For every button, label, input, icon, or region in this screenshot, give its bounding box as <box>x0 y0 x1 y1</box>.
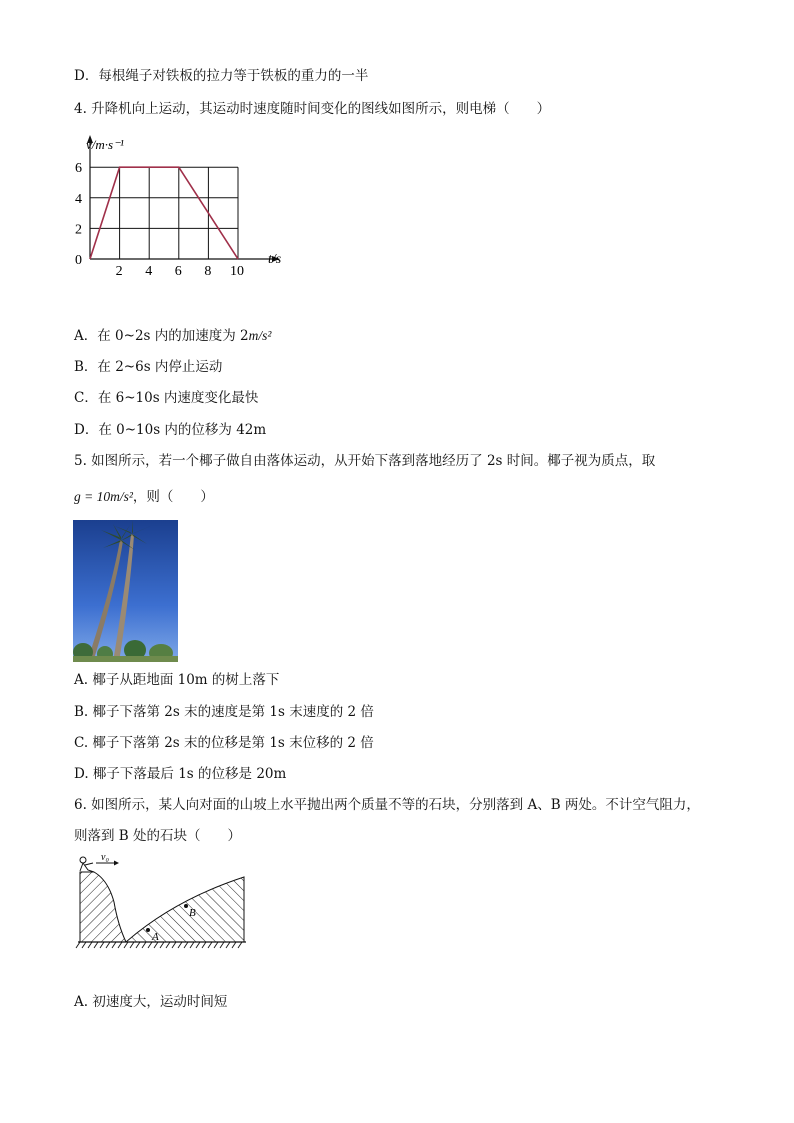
x-tick-label: 8 <box>204 264 212 279</box>
x-tick-label: 10 <box>230 264 244 279</box>
x-tick-label: 2 <box>115 264 123 279</box>
ground-hatch-mark <box>238 942 242 948</box>
palm-tree-photo <box>73 520 178 662</box>
q6-stem: 6. 如图所示，某人向对面的山坡上水平抛出两个质量不等的石块，分别落到 A、B 两处。不计空气阻力， <box>74 797 700 813</box>
ground-hatch-mark <box>214 942 218 948</box>
ground-hatch-mark <box>172 942 176 948</box>
y-tick-label: 2 <box>75 222 82 238</box>
vt-graph <box>70 133 300 283</box>
ground-hatch-mark <box>184 942 188 948</box>
ground-hatch-mark <box>160 942 164 948</box>
ground-hatch-mark <box>178 942 182 948</box>
q4-option-c: C．在 6~10s 内速度变化最快 <box>74 390 259 406</box>
ground-hatch-mark <box>136 942 140 948</box>
q5-option-c: C. 椰子下落第 2s 末的位移是第 1s 末位移的 2 倍 <box>74 735 374 751</box>
ground-hatch-mark <box>76 942 80 948</box>
ground-hatch-mark <box>112 942 116 948</box>
ground-hatch-mark <box>190 942 194 948</box>
x-tick-label: 6 <box>174 264 182 279</box>
ground-hatch-mark <box>106 942 110 948</box>
q4-option-b: B．在 2~6s 内停止运动 <box>74 359 223 375</box>
q5-option-b: B. 椰子下落第 2s 末的速度是第 1s 末速度的 2 倍 <box>74 704 374 720</box>
q5-option-d: D. 椰子下落最后 1s 的位移是 20m <box>74 766 287 782</box>
ground-hatch-mark <box>100 942 104 948</box>
ground-hatch-mark <box>124 942 128 948</box>
q6-option-a: A. 初速度大，运动时间短 <box>74 994 228 1010</box>
y-tick-label: 6 <box>75 161 82 177</box>
gravity-value: g = 10m/s² <box>74 489 133 504</box>
ticks <box>75 161 244 279</box>
ground-hatch-mark <box>130 942 134 948</box>
q6-stem-2: 则落到 B 处的石块（ ） <box>74 828 242 844</box>
ground-hatch-mark <box>118 942 122 948</box>
ground-hatch-mark <box>226 942 230 948</box>
q3-option-d: D．每根绳子对铁板的拉力等于铁板的重力的一半 <box>74 68 369 84</box>
v0-label: v₀ <box>101 852 109 863</box>
x-tick-label: 4 <box>145 264 153 279</box>
x-axis-label: t/s <box>268 252 282 267</box>
grid <box>90 167 238 259</box>
q4-option-a: A．在 0~2s 内的加速度为 2m/s² <box>74 328 272 344</box>
q4-option-d: D．在 0~10s 内的位移为 42m <box>74 422 267 438</box>
x-tick-label: 0 <box>75 253 82 268</box>
ground-hatch-mark <box>232 942 236 948</box>
option-a-unit: m/s² <box>248 328 272 343</box>
ground-hatch-mark <box>196 942 200 948</box>
slope-figure <box>74 850 250 954</box>
q5-option-a: A. 椰子从距地面 10m 的树上落下 <box>74 672 280 688</box>
point-b-label: B <box>189 907 196 919</box>
axes <box>87 135 280 262</box>
ground-hatch-mark <box>208 942 212 948</box>
q5-stem: 5. 如图所示，若一个椰子做自由落体运动，从开始下落到落地经历了 2s 时间。椰子视为质点，取 <box>74 453 656 469</box>
ground-hatch-mark <box>94 942 98 948</box>
y-axis-label: v/m·s⁻¹ <box>86 137 124 152</box>
y-tick-label: 4 <box>75 191 82 207</box>
ground-hatch-mark <box>220 942 224 948</box>
ground-hatch-mark <box>88 942 92 948</box>
thrower-icon <box>80 857 94 872</box>
point-a-label: A <box>152 931 159 943</box>
q4-stem: 4. 升降机向上运动，其运动时速度随时间变化的图线如图所示，则电梯（ ） <box>74 101 551 117</box>
ground-hatch-mark <box>142 942 146 948</box>
velocity-line <box>90 167 238 259</box>
ground-hatch-mark <box>202 942 206 948</box>
q5-given: g = 10m/s²，则（ ） <box>74 489 214 505</box>
ground-hatch-mark <box>82 942 86 948</box>
ground-hatch-mark <box>166 942 170 948</box>
